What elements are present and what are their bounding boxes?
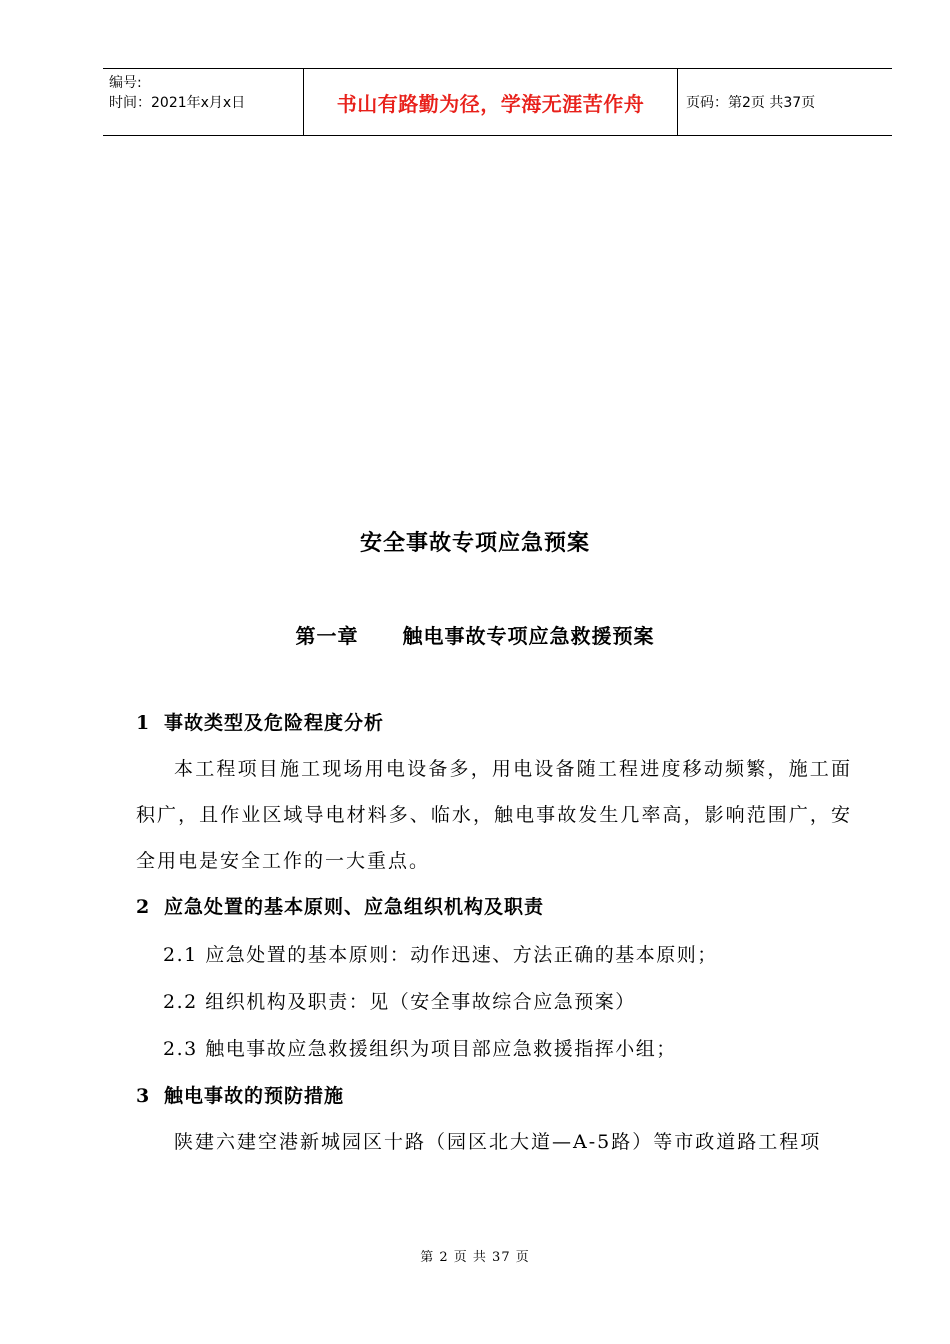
chapter-label: 第一章 [295,624,359,648]
section-heading-1 [136,708,852,738]
chapter-name: 触电事故专项应急救援预案 [402,624,655,648]
subsection-2-2: 2.2 组织机构及职责：见（安全事故综合应急预案） [163,991,636,1013]
page-header [103,68,892,136]
section-number: 1 [136,712,151,734]
document-title: 安全事故专项应急预案 [359,530,590,556]
time-label: 时间：2021年x月x日 [109,95,246,111]
section-paragraph-1: 本工程项目施工现场用电设备多，用电设备随工程进度移动频繁，施工面积广，且作业区域导电材料多、临水，触电事故发生几率高，影响范围广，安全用电是安全工作的一大重点。 [136,758,852,872]
header-meta [103,69,304,135]
header-motto: 书山有路勤为径，学海无涯苦作舟 [304,69,678,135]
document-body [136,708,852,1165]
header-page-info: 页码：第2页 共37页 [686,95,816,111]
section-heading-2 [136,892,852,922]
section-title: 应急处置的基本原则、应急组织机构及职责 [164,896,545,918]
subsection-2-1: 2.1 应急处置的基本原则：动作迅速、方法正确的基本原则； [163,944,718,966]
section-paragraph-3: 陕建六建空港新城园区十路（园区北大道—A-5路）等市政道路工程项 [174,1131,822,1153]
section-title: 触电事故的预防措施 [164,1085,345,1107]
page-footer: 第 2 页 共 37 页 [420,1250,530,1265]
subsection-2-3: 2.3 触电事故应急救援组织为项目部应急救援指挥小组； [163,1038,677,1060]
section-number: 3 [136,1085,151,1107]
chapter-title [0,620,950,649]
section-title: 事故类型及危险程度分析 [164,712,385,734]
section-heading-3 [136,1081,852,1111]
section-number: 2 [136,896,151,918]
number-label: 编号: [109,75,142,91]
